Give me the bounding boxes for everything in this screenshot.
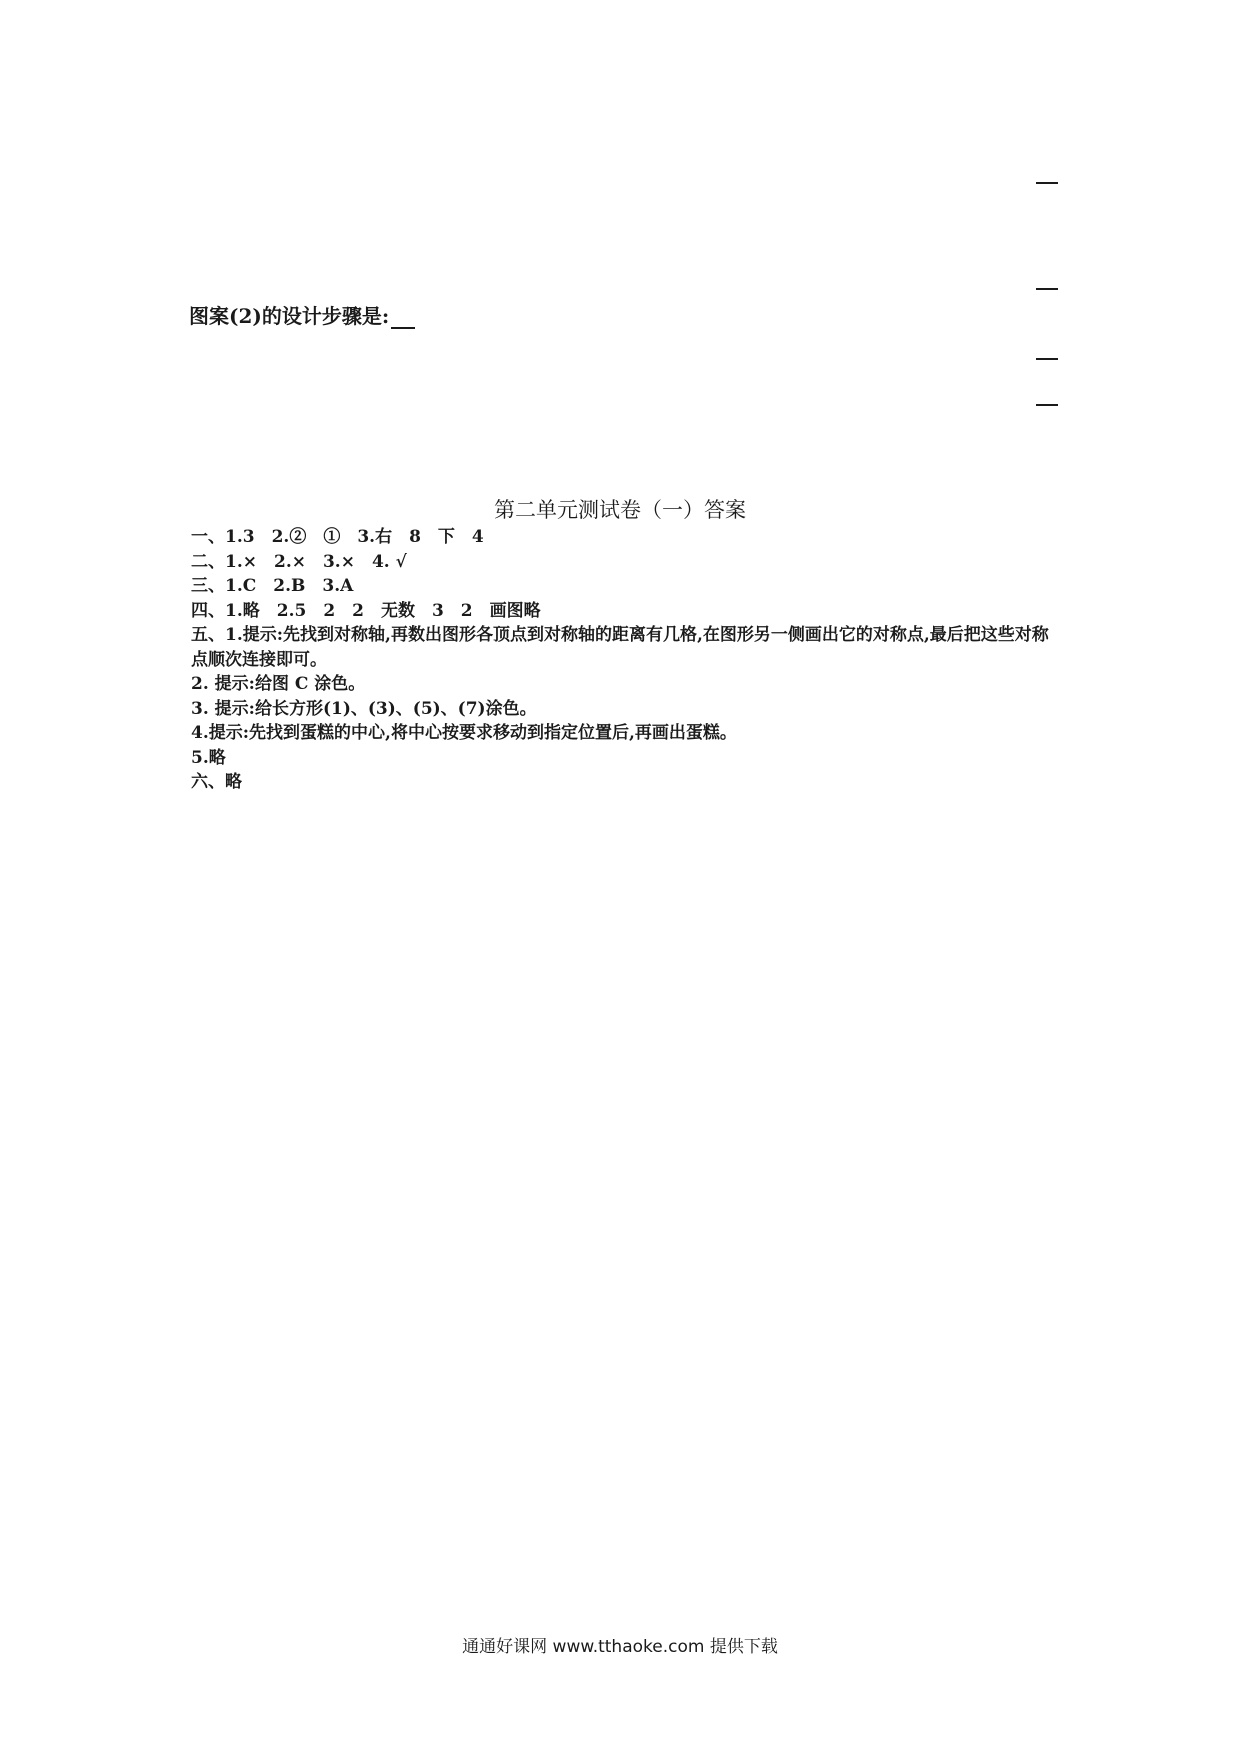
answer-dash-3 bbox=[1036, 358, 1058, 360]
design-steps-prompt bbox=[189, 300, 415, 329]
answer-section-5-item-1: 五、1.提示:先找到对称轴,再数出图形各顶点到对称轴的距离有几格,在图形另一侧画出它的对称点,最后把这些对称点顺次连接即可。 bbox=[191, 625, 1049, 670]
footer-credit: 通通好课网 www.tthaoke.com 提供下载 bbox=[462, 1637, 778, 1657]
answer-list bbox=[191, 525, 1061, 795]
design-steps-label: 图案(2)的设计步骤是: bbox=[189, 304, 390, 328]
answer-section-4: 四、1.略 2.5 2 2 无数 3 2 画图略 bbox=[191, 600, 541, 621]
answer-section-5-item-5: 5.略 bbox=[191, 747, 226, 768]
answer-section-3: 三、1.C 2.B 3.A bbox=[191, 576, 354, 596]
answer-section-6: 六、略 bbox=[191, 772, 242, 792]
answer-section-1: 一、1.3 2.② ① 3.右 8 下 4 bbox=[191, 527, 484, 547]
answer-dash-1 bbox=[1036, 182, 1058, 184]
answer-dash-4 bbox=[1036, 404, 1058, 406]
answer-section-2: 二、1.× 2.× 3.× 4. √ bbox=[191, 551, 407, 572]
answer-title: 第二单元测试卷（一）答案 bbox=[494, 498, 746, 522]
answer-section-5-item-4: 4.提示:先找到蛋糕的中心,将中心按要求移动到指定位置后,再画出蛋糕。 bbox=[191, 723, 737, 743]
answer-section-5-item-3: 3. 提示:给长方形(1)、(3)、(5)、(7)涂色。 bbox=[191, 698, 537, 719]
answer-section-5-item-2: 2. 提示:给图 C 涂色。 bbox=[191, 674, 366, 694]
answer-blank bbox=[391, 309, 415, 329]
answer-dash-2 bbox=[1036, 288, 1058, 290]
